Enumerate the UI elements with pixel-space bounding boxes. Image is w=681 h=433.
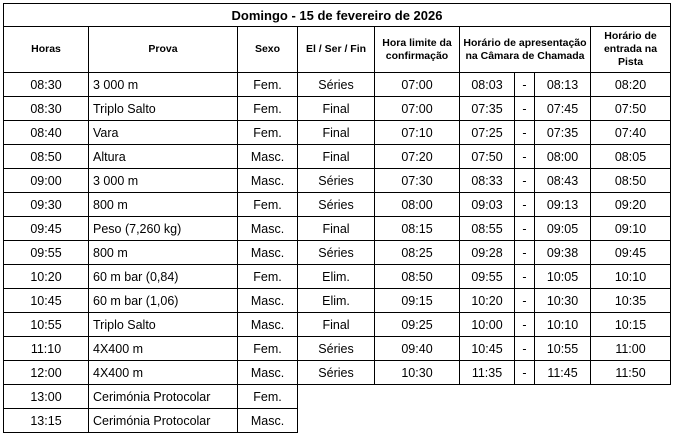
cell-apresentacao-inicio: 10:20: [460, 289, 515, 313]
cell-apresentacao-inicio: 08:33: [460, 169, 515, 193]
cell-hora-limite: 07:30: [375, 169, 460, 193]
cell-hora-limite: 07:00: [375, 97, 460, 121]
cell-prova: 4X400 m: [89, 361, 238, 385]
cell-prova: 4X400 m: [89, 337, 238, 361]
cell-fase: Séries: [298, 73, 375, 97]
cell-apresentacao-fim: 10:55: [535, 337, 591, 361]
cell-apresentacao-fim: 08:43: [535, 169, 591, 193]
table-row: [4, 121, 671, 145]
table-row: [4, 73, 671, 97]
cell-sexo: Fem.: [238, 265, 298, 289]
cell-apresentacao-fim: 08:13: [535, 73, 591, 97]
cell-fase: Séries: [298, 337, 375, 361]
cell-prova: Peso (7,260 kg): [89, 217, 238, 241]
cell-hora: 10:20: [4, 265, 89, 289]
table-row: [4, 97, 671, 121]
cell-entrada: 09:45: [591, 241, 671, 265]
cell-apresentacao-inicio: 11:35: [460, 361, 515, 385]
cell-entrada: 11:00: [591, 337, 671, 361]
schedule-table: [3, 3, 671, 433]
cell-separator: -: [515, 265, 535, 289]
table-row: [4, 193, 671, 217]
cell-prova: 3 000 m: [89, 169, 238, 193]
cell-hora: 09:45: [4, 217, 89, 241]
cell-separator: -: [515, 289, 535, 313]
cell-sexo: Fem.: [238, 97, 298, 121]
cell-hora-limite: 09:25: [375, 313, 460, 337]
header-horas: Horas: [4, 27, 89, 73]
cell-sexo: Masc.: [238, 289, 298, 313]
ceremony-row: [4, 385, 671, 409]
cell-hora: 13:15: [4, 409, 89, 433]
cell-fase: Elim.: [298, 265, 375, 289]
cell-fase: Elim.: [298, 289, 375, 313]
cell-entrada: 09:20: [591, 193, 671, 217]
cell-hora: 08:40: [4, 121, 89, 145]
cell-separator: -: [515, 121, 535, 145]
cell-apresentacao-inicio: 07:50: [460, 145, 515, 169]
cell-separator: -: [515, 97, 535, 121]
cell-separator: -: [515, 361, 535, 385]
cell-apresentacao-fim: 09:38: [535, 241, 591, 265]
cell-hora-limite: 07:20: [375, 145, 460, 169]
cell-hora: 08:30: [4, 73, 89, 97]
cell-hora-limite: 08:50: [375, 265, 460, 289]
cell-apresentacao-fim: 10:30: [535, 289, 591, 313]
cell-prova: Triplo Salto: [89, 97, 238, 121]
cell-fase: Séries: [298, 193, 375, 217]
cell-apresentacao-inicio: 07:35: [460, 97, 515, 121]
cell-entrada: 08:20: [591, 73, 671, 97]
cell-sexo: Masc.: [238, 169, 298, 193]
cell-entrada: 07:40: [591, 121, 671, 145]
header-apresentacao: Horário de apresentação na Câmara de Chamada: [460, 27, 591, 73]
cell-separator: -: [515, 241, 535, 265]
header-fase: El / Ser / Fin: [298, 27, 375, 73]
header-sexo: Sexo: [238, 27, 298, 73]
cell-sexo: Fem.: [238, 337, 298, 361]
cell-sexo: Masc.: [238, 217, 298, 241]
cell-sexo: Masc.: [238, 145, 298, 169]
cell-apresentacao-fim: 07:45: [535, 97, 591, 121]
cell-hora: 12:00: [4, 361, 89, 385]
cell-entrada: 08:50: [591, 169, 671, 193]
cell-sexo: Masc.: [238, 313, 298, 337]
header-hora-limite: Hora limite da confirmação: [375, 27, 460, 73]
cell-hora-limite: 07:00: [375, 73, 460, 97]
cell-apresentacao-fim: 10:05: [535, 265, 591, 289]
header-prova: Prova: [89, 27, 238, 73]
cell-fase: Séries: [298, 241, 375, 265]
cell-apresentacao-inicio: 09:55: [460, 265, 515, 289]
cell-prova: Altura: [89, 145, 238, 169]
cell-hora: 09:00: [4, 169, 89, 193]
cell-entrada: 09:10: [591, 217, 671, 241]
cell-entrada: 10:35: [591, 289, 671, 313]
cell-sexo: Masc.: [238, 241, 298, 265]
cell-prova: Triplo Salto: [89, 313, 238, 337]
title-row: [4, 4, 671, 27]
cell-apresentacao-inicio: 10:45: [460, 337, 515, 361]
cell-separator: -: [515, 145, 535, 169]
cell-fase: Final: [298, 121, 375, 145]
cell-hora-limite: 09:40: [375, 337, 460, 361]
cell-fase: Séries: [298, 361, 375, 385]
cell-sexo: Fem.: [238, 385, 298, 409]
cell-hora: 10:45: [4, 289, 89, 313]
cell-prova: 60 m bar (1,06): [89, 289, 238, 313]
cell-hora: 09:30: [4, 193, 89, 217]
cell-apresentacao-inicio: 09:28: [460, 241, 515, 265]
cell-sexo: Fem.: [238, 73, 298, 97]
cell-hora: 09:55: [4, 241, 89, 265]
cell-entrada: 07:50: [591, 97, 671, 121]
cell-apresentacao-inicio: 08:55: [460, 217, 515, 241]
cell-separator: -: [515, 169, 535, 193]
cell-fase: Séries: [298, 169, 375, 193]
header-row: [4, 27, 671, 73]
cell-prova: Cerimónia Protocolar: [89, 385, 238, 409]
cell-hora-limite: 08:15: [375, 217, 460, 241]
table-row: [4, 217, 671, 241]
cell-separator: -: [515, 337, 535, 361]
cell-separator: -: [515, 313, 535, 337]
table-row: [4, 289, 671, 313]
table-row: [4, 361, 671, 385]
cell-fase: Final: [298, 145, 375, 169]
cell-entrada: 10:15: [591, 313, 671, 337]
cell-apresentacao-fim: 07:35: [535, 121, 591, 145]
cell-fase: Final: [298, 97, 375, 121]
cell-apresentacao-inicio: 10:00: [460, 313, 515, 337]
cell-sexo: Masc.: [238, 361, 298, 385]
cell-hora: 13:00: [4, 385, 89, 409]
cell-prova: 60 m bar (0,84): [89, 265, 238, 289]
cell-apresentacao-fim: 09:05: [535, 217, 591, 241]
cell-hora: 08:30: [4, 97, 89, 121]
cell-fase: Final: [298, 313, 375, 337]
cell-sexo: Masc.: [238, 409, 298, 433]
cell-apresentacao-inicio: 08:03: [460, 73, 515, 97]
cell-hora: 08:50: [4, 145, 89, 169]
table-row: [4, 265, 671, 289]
cell-entrada: 08:05: [591, 145, 671, 169]
cell-apresentacao-fim: 11:45: [535, 361, 591, 385]
cell-prova: 800 m: [89, 193, 238, 217]
cell-hora-limite: 09:15: [375, 289, 460, 313]
cell-apresentacao-fim: 10:10: [535, 313, 591, 337]
cell-sexo: Fem.: [238, 193, 298, 217]
cell-hora: 11:10: [4, 337, 89, 361]
table-row: [4, 241, 671, 265]
cell-entrada: 11:50: [591, 361, 671, 385]
ceremony-row: [4, 409, 671, 433]
cell-entrada: 10:10: [591, 265, 671, 289]
cell-separator: -: [515, 193, 535, 217]
cell-prova: 800 m: [89, 241, 238, 265]
cell-sexo: Fem.: [238, 121, 298, 145]
table-title: Domingo - 15 de fevereiro de 2026: [4, 4, 671, 27]
cell-hora-limite: 08:25: [375, 241, 460, 265]
cell-apresentacao-inicio: 09:03: [460, 193, 515, 217]
cell-separator: -: [515, 217, 535, 241]
empty-space: [298, 409, 671, 433]
cell-hora-limite: 08:00: [375, 193, 460, 217]
empty-space: [298, 385, 671, 409]
table-row: [4, 169, 671, 193]
cell-prova: Vara: [89, 121, 238, 145]
cell-apresentacao-fim: 09:13: [535, 193, 591, 217]
cell-fase: Final: [298, 217, 375, 241]
cell-hora-limite: 10:30: [375, 361, 460, 385]
table-row: [4, 313, 671, 337]
cell-apresentacao-inicio: 07:25: [460, 121, 515, 145]
header-entrada: Horário de entrada na Pista: [591, 27, 671, 73]
cell-prova: Cerimónia Protocolar: [89, 409, 238, 433]
cell-prova: 3 000 m: [89, 73, 238, 97]
cell-apresentacao-fim: 08:00: [535, 145, 591, 169]
table-row: [4, 337, 671, 361]
cell-hora: 10:55: [4, 313, 89, 337]
cell-hora-limite: 07:10: [375, 121, 460, 145]
cell-separator: -: [515, 73, 535, 97]
table-row: [4, 145, 671, 169]
